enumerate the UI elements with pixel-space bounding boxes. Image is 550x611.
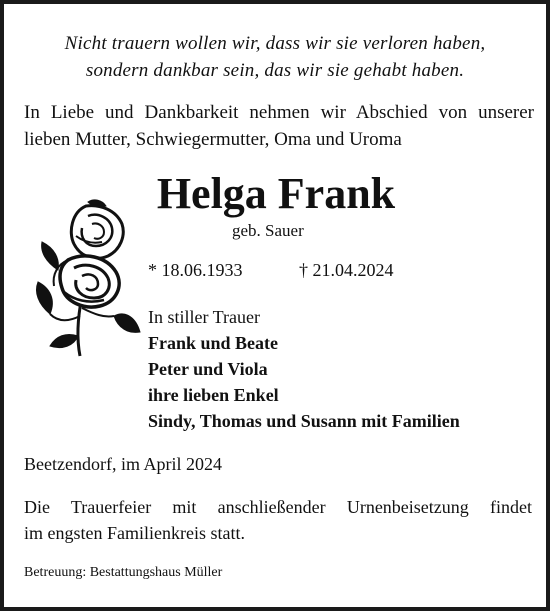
memorial-quote — [4, 30, 546, 84]
mourner-line: ihre lieben Enkel — [148, 385, 279, 405]
mourner-line: Frank und Beate — [148, 333, 279, 353]
mourners-list — [148, 304, 460, 434]
death-date: † 21.04.2024 — [299, 260, 394, 280]
mourner-line: Peter und Viola — [148, 359, 268, 379]
maiden-name: geb. Sauer — [232, 221, 304, 240]
place-and-date: Beetzendorf, im April 2024 — [24, 454, 222, 474]
rose-icon — [28, 196, 142, 358]
funeral-line-2: im engsten Familienkreis statt. — [24, 523, 245, 543]
funeral-line-1: Die Trauerfeier mit anschließender Urnenbeisetzung findet — [24, 497, 532, 517]
undertaker-credit: Betreuung: Bestattungshaus Müller — [24, 565, 223, 580]
intro-line-1: In Liebe und Dankbarkeit nehmen wir Abschied von unserer — [24, 102, 534, 123]
birth-date: * 18.06.1933 — [148, 260, 243, 280]
quote-line-2: sondern dankbar sein, das wir sie gehabt haben. — [85, 60, 465, 81]
mourner-line: Sindy, Thomas und Susann mit Familien — [148, 411, 460, 431]
mourners-intro: In stiller Trauer — [148, 307, 260, 327]
deceased-name: Helga Frank — [156, 169, 396, 218]
farewell-intro — [24, 99, 534, 153]
funeral-notice — [24, 494, 532, 546]
intro-line-2: lieben Mutter, Schwiegermutter, Oma und Uroma — [24, 129, 402, 150]
quote-line-1: Nicht trauern wollen wir, dass wir sie verloren haben, — [64, 33, 486, 54]
